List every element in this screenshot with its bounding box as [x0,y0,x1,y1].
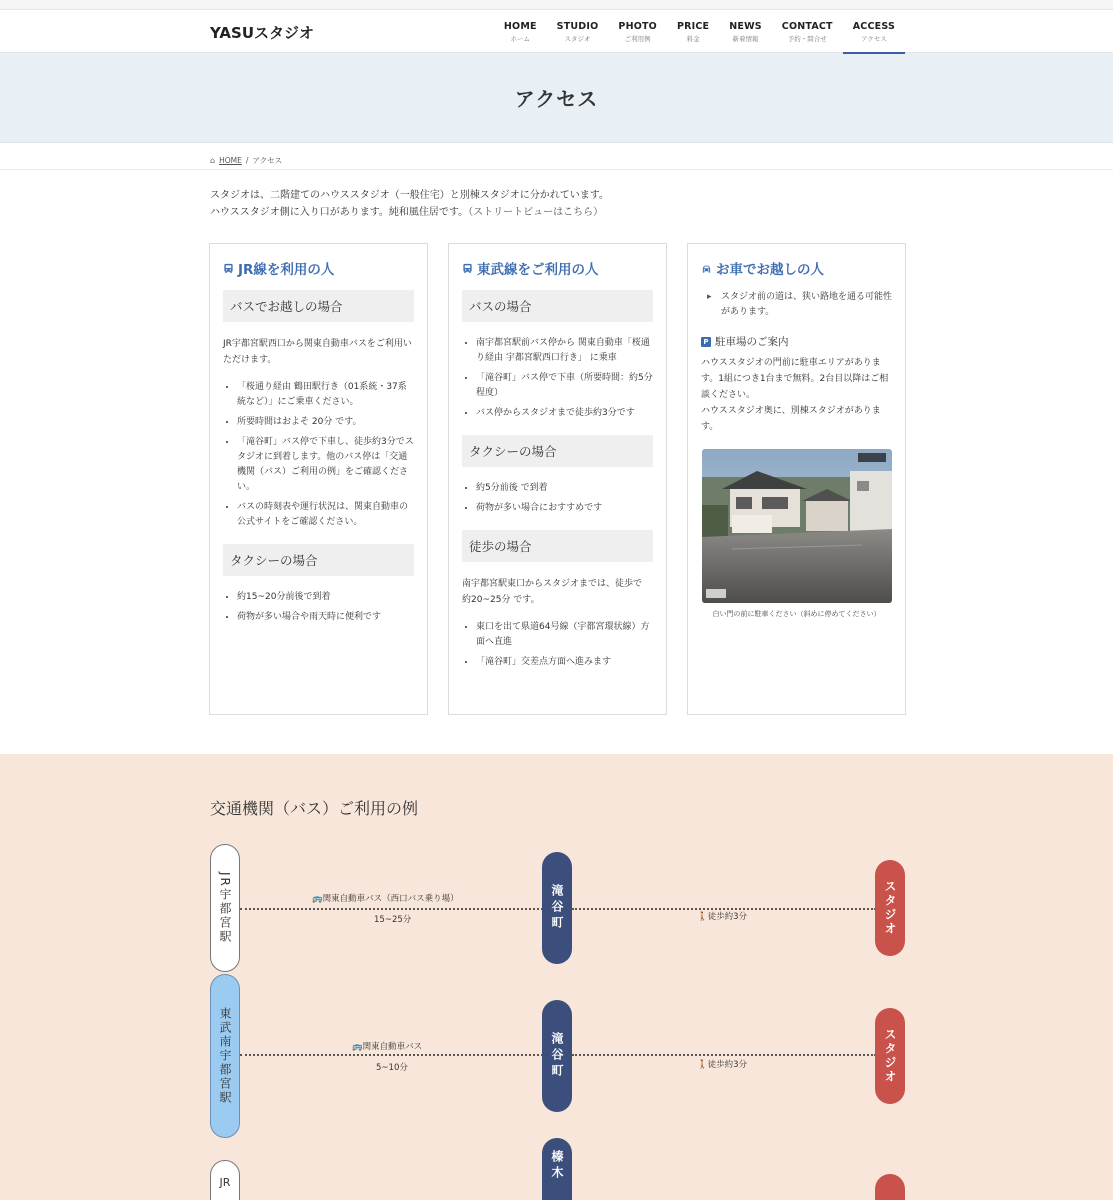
nav-studio[interactable]: STUDIO スタジオ [556,21,599,43]
bus-icon: 🚌 [312,894,323,904]
route-dest-studio: スタジオ [875,1008,905,1104]
jr-card [209,243,428,715]
tobu-walk-text: 南宇都宮駅東口からスタジオまでは、徒歩で 約20~25分 です。 [462,579,643,605]
nav-contact[interactable]: CONTACT 予約・問合せ [781,21,833,43]
list-item: • 南宇都宮駅前バス停から 関東自動車「桜通り経由 宇都宮駅西口行き」 に乗車 [476,336,653,366]
car-card-title: お車でお越しの人 [701,258,892,278]
nav-price[interactable]: PRICE 料金 [676,21,710,43]
tobu-bus-list [462,336,653,421]
walk-icon: 🚶 [697,1060,708,1070]
walk-icon: 🚶 [697,912,708,922]
breadcrumb-current: アクセス [252,156,283,165]
route-origin-jr: JR [210,1160,240,1200]
route-dest-studio [875,1174,905,1200]
breadcrumb [0,152,1113,170]
jr-taxi-heading: タクシーの場合 [223,544,414,576]
parking-icon: P [701,337,711,347]
list-item: • 約15~20分前後で到着 [237,590,414,605]
route-origin-jr-utsunomiya: JR宇都宮駅 [210,844,240,972]
tobu-card [448,243,667,715]
intro-line-1: スタジオは、二階建てのハウススタジオ（一般住宅）と別棟スタジオに分かれています。 [210,190,609,201]
site-header [0,10,1113,53]
global-nav [494,10,905,53]
tobu-taxi-heading: タクシーの場合 [462,435,653,467]
page-title: アクセス [514,87,599,111]
jr-bus-text: JR宇都宮駅西口から関東自動車バスをご利用いただけます。 [223,339,412,365]
tobu-taxi-list [462,481,653,516]
nav-news[interactable]: NEWS 新着情報 [729,21,762,43]
list-item: ▸ スタジオ前の道は、狭い路地を通る可能性があります。 [707,290,892,320]
streetview-link[interactable]: （ストリートビューはこちら） [468,207,604,218]
route-line [240,1054,543,1056]
car-notes-list [701,290,892,320]
page-title-bar [0,53,1113,143]
route-stop-3: 榛木 [542,1138,572,1200]
bus-icon [223,263,234,274]
list-item: • 約5分前後 で到着 [476,481,653,496]
route-walk-label: 🚶徒歩約3分 [697,1060,748,1070]
jr-card-title: JR線を利用の人 [223,258,414,278]
list-item: • 荷物が多い場合や雨天時に便利です [237,610,414,625]
route-bus-label: 🚌関東自動車バス（西口バス乗り場） [312,894,459,904]
list-item: • バスの時刻表や運行状況は、関東自動車の公式サイトをご確認ください。 [237,500,414,530]
list-item: • 「滝谷町」バス停で下車し、徒歩約3分でスタジオに到着します。他のバス停は「交通機関（バス）ご利用の例」をご確認ください。 [237,435,414,495]
list-item: • 荷物が多い場合におすすめです [476,501,653,516]
route-stop-takiyacho: 滝谷町 [542,852,572,964]
breadcrumb-home-link[interactable]: HOME [219,156,242,165]
home-icon: ⌂ [210,156,216,165]
list-item: • 「滝谷町」交差点方面へ進みます [476,655,653,670]
route-walk-label: 🚶徒歩約3分 [697,912,748,922]
parking-text-2: ハウススタジオ奥に、別棟スタジオがあります。 [701,406,881,432]
house-photo [702,449,892,603]
routes-section [0,754,1113,1200]
route-origin-tobu-minami: 東武南宇都宮駅 [210,974,240,1138]
intro-line-2: ハウススタジオ側に入り口があります。純和風住居です。 [210,207,469,218]
route-line [240,908,543,910]
parking-heading: P 駐車場のご案内 [701,334,892,349]
route-bus-label: 🚌関東自動車バス [352,1042,423,1052]
tobu-bus-heading: バスの場合 [462,290,653,322]
tobu-walk-heading: 徒歩の場合 [462,530,653,562]
photo-caption: 白い門の前に駐車ください（斜めに停めてください） [712,610,881,618]
list-item: • 東口を出て県道64号線（宇都宮環状線）方面へ直進 [476,620,653,650]
breadcrumb-separator: / [245,156,249,165]
nav-home[interactable]: HOME ホーム [503,21,537,43]
nav-access[interactable]: ACCESS アクセス [843,10,905,53]
site-logo[interactable]: YASUスタジオ [210,24,315,42]
route-line [572,1054,876,1056]
list-item: • 「滝谷町」バス停で下車（所要時間：約5分程度） [476,371,653,401]
tobu-card-title: 東武線をご利用の人 [462,258,653,278]
parking-text-1: ハウススタジオの門前に駐車エリアがあります。1組につき1台まで無料。2台目以降はご相談ください。 [701,358,889,400]
car-card [687,243,906,715]
jr-taxi-list [223,590,414,625]
routes-title: 交通機関（バス）ご利用の例 [210,799,419,818]
bus-icon [462,263,473,274]
bus-icon: 🚌 [352,1042,363,1052]
nav-photo[interactable]: PHOTO ご利用例 [618,21,657,43]
route-dest-studio: スタジオ [875,860,905,956]
route-bus-time: 5~10分 [376,1063,408,1073]
route-stop-takiyacho: 滝谷町 [542,1000,572,1112]
list-item: • バス停からスタジオまで徒歩約3分です [476,406,653,421]
list-item: • 所要時間はおよそ 20分 です。 [237,415,414,430]
intro-text [210,187,609,221]
tobu-walk-list [462,620,653,670]
car-icon [701,263,712,274]
route-bus-time: 15~25分 [374,915,412,925]
access-cards [209,243,906,715]
jr-bus-heading: バスでお越しの場合 [223,290,414,322]
streetview-photo[interactable] [702,449,892,603]
jr-bus-list [223,380,414,530]
list-item: • 「桜通り経由 鶴田駅行き（01系統・37系統など）」にご乗車ください。 [237,380,414,410]
top-strip [0,0,1113,10]
